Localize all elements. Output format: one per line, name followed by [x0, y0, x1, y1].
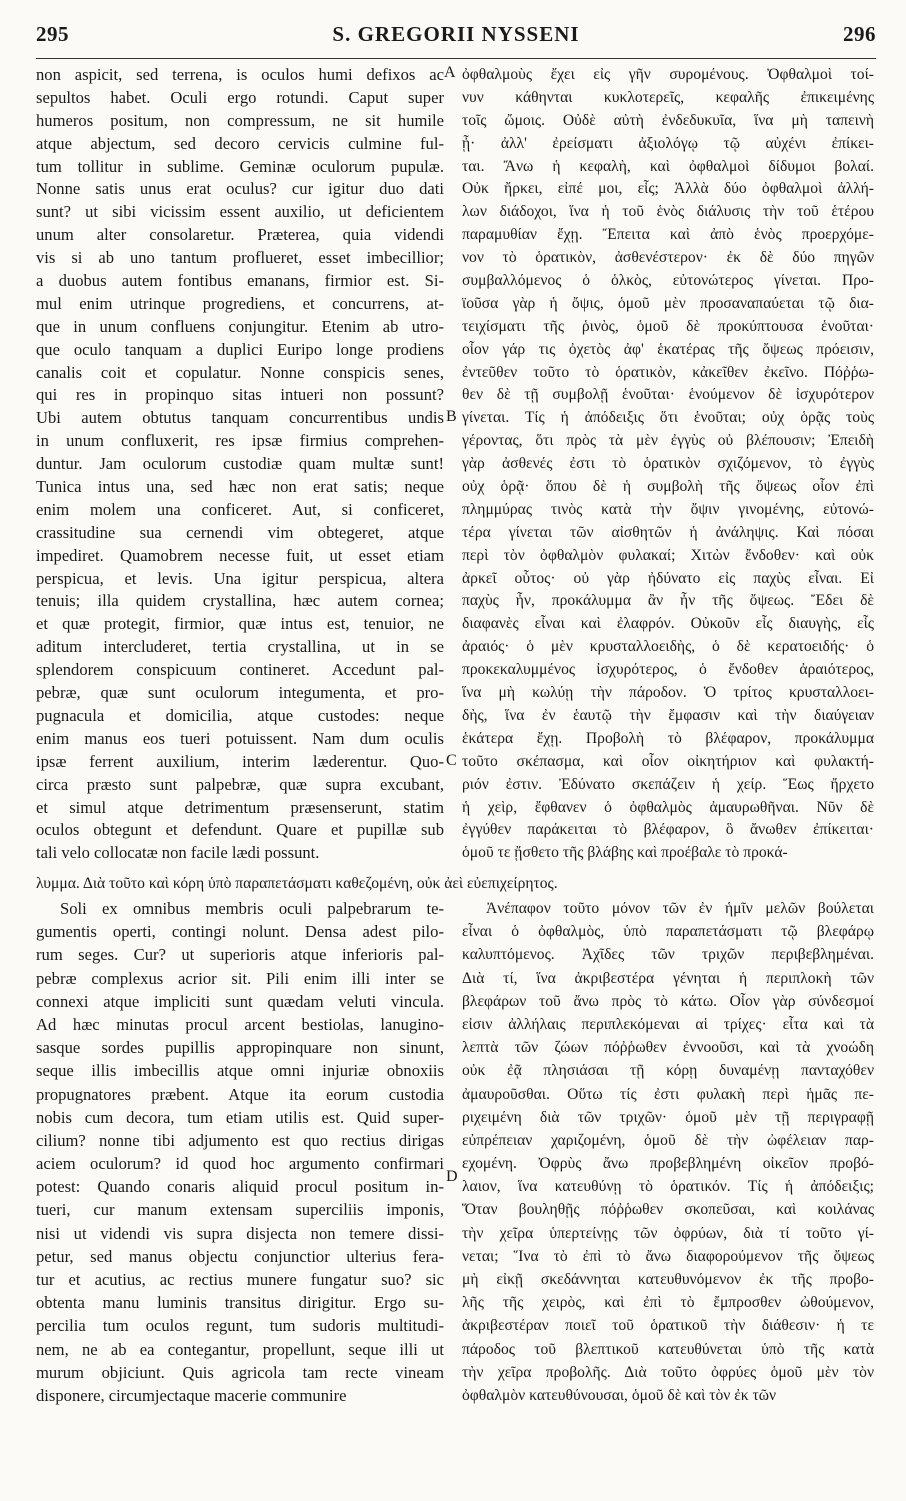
text-line: παραμυθίαν ἔχῃ. Ἔπειτα καὶ ἀπὸ ἑνὸς προερχόμε-: [462, 226, 874, 244]
margin-marker-c: C: [446, 752, 457, 769]
text-line: τὴν χεῖρα ὑπερτείνῃς τῶν ὀφρύων, διὰ τί τοῦτο γί-: [462, 1224, 874, 1242]
text-line: que in unum confluens conjungitur. Etenim ab utro-: [36, 316, 444, 336]
text-line: in unum confluxerit, res ipsæ firmius comprehen-: [36, 431, 444, 451]
text-line: connexi atque impliciti sunt quædam veluti vincula.: [36, 991, 444, 1011]
text-line: εἰσιν ἀλλήλαις περιπλεκόμεναι αἱ τρίχες· εἶτα καὶ τὰ: [462, 1015, 874, 1033]
text-line: Tunica intus una, sed hæc non erat satis; neque: [36, 477, 444, 497]
text-line: tenuis; illa quidem crystallina, hæc autem cornea;: [36, 591, 444, 611]
text-line: συμβαλλόμενος ὁ ὁλκὸς, εὐτονώτερος γίνεται. Προ-: [462, 272, 874, 290]
text-line: potest: Quando conaris aliquid procul positum in-: [36, 1177, 444, 1197]
text-line: circa præsto sunt palpebræ, quæ supra excubant,: [36, 774, 444, 794]
text-line: sepultos habet. Oculi ergo rotundi. Caput super: [36, 87, 444, 107]
text-line: Ὅταν βουληθῇς πόῤῥωθεν σκοπεῦσαι, καὶ κοιλάνας: [462, 1201, 874, 1219]
text-line: unum alter consolaretur. Præterea, quia videndi: [36, 225, 444, 245]
text-line: gumentis operti, contingi nolunt. Densa adest pilo-: [36, 922, 444, 942]
text-line: διαφανὲς εἶναι καὶ ἐλαφρόν. Οὐκοῦν εἷς διαυγὴς, εἷς: [462, 615, 874, 633]
text-line: disponere, circumjectaque macerie communire: [36, 1385, 347, 1405]
greek-column-top: [462, 64, 874, 865]
text-line: ται. Ἄνω ἡ κεφαλὴ, καὶ ὀφθαλμοὶ δίδυμοι βολαί.: [462, 157, 874, 175]
text-line: qui res in propinquo sitas intueri non possunt?: [36, 385, 444, 405]
text-line: splendorem conspicuum contineret. Accedunt pal-: [36, 660, 444, 680]
text-line: λῆς τῆς χειρὸς, καὶ ἐπὶ τὸ ἔμπροσθεν ὠθούμενον,: [462, 1294, 874, 1312]
text-line: οὐχ ὁρᾷ· ὅπου δὲ ἡ συμβολὴ τῆς ὄψεως οἷον ἐπὶ: [462, 478, 874, 496]
margin-marker-d: D: [446, 1168, 458, 1185]
text-line: εχομένη. Ὀφρὺς ἄνω προβεβλημένη οἰκεῖον προβό-: [462, 1155, 874, 1173]
text-line: λαιον, ἵνα κατευθύνῃ τὸ ὁρατικόν. Τίς ἡ ἀπόδειξις;: [462, 1178, 874, 1196]
text-line: τὴν χεῖρα προβολῆς. Διὰ τοῦτο ὀφρύες ὁμοῦ μὲν τὸν: [462, 1363, 874, 1381]
margin-marker-a: A: [444, 64, 456, 81]
text-line: παχὺς ἦν, προκάλυμμα ἂν ἦν τῆς ὄψεως. Ἔδει δὲ: [462, 592, 874, 610]
text-line: duntur. Jam oculorum custodiæ quam multæ sunt!: [36, 454, 444, 474]
text-line: νυν κάθηνται κυκλοτερεῖς, κεφαλῆς ἐπικειμένης: [462, 88, 874, 106]
text-line: perspicua, et levis. Una igitur perspicua, altera: [36, 568, 444, 588]
text-line: Soli ex omnibus membris oculi palpebrarum te-: [60, 899, 444, 918]
text-line: Nonne satis unus erat oculus? cur igitur duo dati: [36, 179, 444, 199]
text-line: Ubi autem obtutus tanquam concurrentibus undis: [36, 408, 444, 428]
text-line: τοῖς ὤμοις. Οὐδὲ αὐτὴ ἐνδεδυκυῖα, ἵνα μὴ ταπεινὴ: [462, 111, 874, 129]
text-line: λων διάδοχοι, ἵνα ἡ τοῦ ἑνὸς διάλυσις τὴν τοῦ ἑτέρου: [462, 203, 874, 221]
text-line: ipsæ ferrent auxilium, interim læderentur. Quo-: [36, 751, 444, 771]
text-line: mul enim utrinque progrediens, et concurrens, at-: [36, 293, 444, 313]
text-line: νον τὸ ὁρατικὸν, ἀσθενέστερον· ἐκ δὲ δύο πηγῶν: [462, 249, 874, 267]
text-line: τοῦτο σκέπασμα, καὶ οἷον οἰκητήριον καὶ φυλακτή-: [462, 752, 874, 770]
text-line: et quæ protegit, firmior, quæ intus est, tenuior, ne: [36, 614, 444, 634]
text-line: περὶ τὸν ὀφθαλμὸν φυλακαί; Χιτὼν ἔνδοθεν· καὶ οὐκ: [462, 546, 874, 564]
text-line: canalis coit et copulatur. Nonne conspicis senes,: [36, 362, 444, 382]
header-rule: [36, 58, 876, 59]
text-line: θεν δὲ τῇ συμβολῇ ἑνοῦται· ἑνούμενον δὲ ἰσχυρότερον: [462, 386, 874, 404]
text-line: ἀραιός· ὁ μὲν κρυσταλλοειδὴς, ὁ δὲ κερατοειδής· ὁ: [462, 638, 874, 656]
text-line: ἡ χεὶρ, ἔφθανεν ὁ ὀφθαλμὸς ἀμαυρωθῆναι. Νῦν δὲ: [462, 798, 874, 816]
latin-column-top: [36, 64, 444, 865]
text-line: ἀμαυροῦσθαι. Οὕτω τίς ἐστι φυλακὴ περὶ ἡμᾶς πε-: [462, 1085, 874, 1103]
text-line: ἑκάτερα ἔχῃ. Προβολὴ τὸ βλέφαρον, προκάλυμμα: [462, 729, 874, 747]
text-line: vis si ab uno tantum proflueret, esset imbecillior;: [36, 248, 444, 268]
text-line: μὴ εἰκῇ σκεδάννηται κατευθυνόμενον ἐκ τῆς προβο-: [462, 1271, 874, 1288]
text-line: οἷον γάρ τις ὀχετὸς ἀφ' ἑκατέρας τῆς ὄψεως πρόεισιν,: [462, 340, 874, 358]
text-line: cilium? nonne tibi adjumento est quo rectius dirigas: [36, 1130, 444, 1150]
text-line: enim manus eos tueri potuissent. Nam dum oculis: [36, 728, 444, 748]
text-line: ᾖ· ἀλλ' ἐρείσματι ἀξιολόγῳ τῷ αὐχένι ἐπίκει-: [462, 134, 874, 152]
text-line: ἀρκεῖ οὗτος· οὐ γὰρ ἠδύνατο εἰς παχὺς εἶναι. Εἰ: [462, 569, 874, 587]
text-line: rum seges. Cur? ut superioris atque inferioris pal-: [36, 945, 444, 965]
text-line: τειχίσματι τῆς ῥινὸς, ὁμοῦ δὲ προκύπτουσα ἑνοῦται·: [462, 317, 874, 335]
text-line: crassitudine sua cernendi vim obtegeret, atque: [36, 522, 444, 542]
text-line: ριόν ἐστιν. Ἐδύνατο σκεπάζειν ἡ χείρ. Ἕως ἤρχετο: [462, 775, 874, 793]
text-line: πάροδος τοῦ βλεπτικοῦ κατευθύνεται ὑπὸ τῆς κατὰ: [462, 1340, 874, 1358]
running-title: S. GREGORII NYSSENI: [332, 22, 580, 46]
text-line: ριχειμένη διὰ τῶν τριχῶν· ὁμοῦ μὲν τῇ περιγραφῇ: [462, 1108, 874, 1126]
text-line: γέροντας, ὅτι πρὸς τὰ μὲν ἐγγὺς οὐ βλέπουσιν; Ἐπειδὴ: [462, 432, 874, 450]
text-line: ὁμοῦ τε ᾔσθετο τῆς βλάβης καὶ προέβαλε τὸ προκά-: [462, 844, 788, 862]
greek-column-bottom: [462, 897, 874, 1407]
left-page-number: 295: [36, 22, 69, 46]
text-line: pebræ, quæ sunt oculorum integumenta, et pro-: [36, 683, 444, 703]
text-line: nobis cum decora, tum etiam utilis est. Quid super-: [36, 1107, 444, 1127]
text-line: humeros positum, non compressum, ne sit humile: [36, 110, 444, 130]
text-line: ἐντεῦθεν τοῦτο τὸ ὁρατικὸν, κἀκεῖθεν ἐκεῖνο. Πόῤῥω-: [462, 363, 874, 381]
text-line: enim molem una conficeret. Aut, si conficeret,: [36, 499, 444, 519]
text-line: a duobus autem fontibus emanans, firmior est. Si-: [36, 271, 444, 291]
text-line: νεται; Ἵνα τὸ ἐπὶ τὸ ἄνω διαφορούμενον τῆς ὄψεως: [462, 1247, 874, 1265]
text-line: impediret. Quamobrem necesse fuit, ut esset etiam: [36, 545, 444, 565]
page-header: [36, 22, 876, 52]
text-line: seque illis imbecillis atque omni injuriæ obnoxiis: [36, 1061, 444, 1081]
right-page-number: 296: [843, 22, 876, 46]
text-line: Οὐκ ἤρκει, εἰπέ μοι, εἷς; Ἀλλὰ δύο ὀφθαλμοὶ ἀλλή-: [462, 180, 874, 198]
text-line: et simul atque detrimentum præsenserunt, statim: [36, 797, 444, 817]
text-line: δὴς, ἵνα ἐν ἑαυτῷ τὴν ἔμφασιν καὶ τὴν διαύγειαν: [462, 706, 874, 724]
text-line: λεπτὰ τῶν ζώων πόῤῥωθεν ἐννοοῦσι, καὶ τὰ χνοώδη: [462, 1039, 874, 1057]
text-line: γίνεται. Τίς ἡ ἀπόδειξις ὅτι ἑνοῦται; οὐχ ὁρᾷς τοὺς: [462, 409, 874, 427]
text-line: βλεφάρων τοῦ ἄνω πρὸς τὸ κάτω. Οἷον γὰρ σύνδεσμοί: [462, 992, 874, 1010]
text-line: tueri, cur manum extensam superciliis imponis,: [36, 1200, 444, 1220]
text-line: εὐπρέπειαν χαριζομένη, ὁμοῦ δὲ τὴν ὠφέλειαν παρ-: [462, 1131, 874, 1149]
latin-column-bottom: [36, 897, 444, 1407]
text-line: non aspicit, sed terrena, is oculos humi defixos ac: [36, 65, 444, 84]
text-line: murum objiciunt. Quis agricola tam recte vineam: [36, 1362, 444, 1382]
text-line: Ἀνέπαφον τοῦτο μόνον τῶν ἐν ἡμῖν μελῶν βούλεται: [486, 900, 874, 917]
margin-marker-b: B: [446, 408, 457, 425]
text-line: pugnacula et domicilia, atque custodes: neque: [36, 705, 444, 725]
text-line: ἵνα μὴ κωλύῃ τὴν πάροδον. Ὁ τρίτος κρυσταλλοει-: [462, 684, 874, 702]
text-line: aciem oculorum? id quod hoc argumento confirmari: [36, 1154, 444, 1174]
text-line: Ad hæc minutas procul arcent bestiolas, lanugino-: [36, 1014, 444, 1034]
text-line: tali velo collocatæ non facile lædi possunt.: [36, 843, 320, 863]
text-line: tur et acutius, ac rectius munere fungatur suo? sic: [36, 1270, 444, 1289]
text-line: ἀκριβεστέραν ποιεῖ τοῦ ὁρατικοῦ τὴν διάθεσιν· ἡ τε: [462, 1317, 874, 1335]
text-line: εἶναι ὁ ὀφθαλμὸς, ὑπὸ παραπετάσματι τῷ βλεφάρῳ: [462, 923, 874, 941]
text-line: γὰρ ἀσθενές ἐστι τὸ ὁρατικὸν σχιζόμενον, τὸ ἐγγὺς: [462, 455, 874, 473]
text-line: nisi ut videndi vis supra disjecta non temere dissi-: [36, 1223, 444, 1243]
text-line: Διὰ τί, ἵνα ἀκριβεστέρα γένηται ἡ περιπλοκὴ τῶν: [462, 969, 874, 987]
text-line: pebræ complexus acrior sit. Pili enim illi inter se: [36, 968, 444, 988]
text-line: sasque sordes pupillis appropinquare non sinunt,: [36, 1038, 444, 1058]
text-line: percilia tum oculos regunt, tum sudoris multitudi-: [36, 1316, 444, 1336]
text-line: que oculo tanquam a duplici Euripo longe prodiens: [36, 339, 444, 359]
text-line: nem, ne ab ea contegantur, propellunt, seque illi ut: [36, 1339, 444, 1359]
text-line: atque abjectum, sed decoro cervicis culmine ful-: [36, 133, 444, 153]
text-line: ὀφθαλμὸν κατευθύνουσαι, ὁμοῦ δὲ καὶ τὸν ἐκ τῶν: [462, 1386, 777, 1404]
text-line: sunt? ut sibi vicissim essent auxilio, ut deficientem: [36, 202, 444, 222]
text-line: ὀφθαλμοὺς ἔχει εἰς γῆν συρομένους. Ὀφθαλμοὶ τοί-: [462, 66, 874, 83]
text-line: oculos obtegunt et defendunt. Quare et pupillæ sub: [36, 820, 444, 840]
spanning-greek-line: λυμμα. Διὰ τοῦτο καὶ κόρη ὑπὸ παραπετάσματι καθεζομένη, οὐκ ἀεὶ εὐεπιχείρητος.: [36, 875, 558, 892]
text-line: προκεκαλυμμένος ἰσχυρότερος, ὁ ἔνδοθεν ἀραιότερος,: [462, 661, 874, 679]
text-line: καλυπτόμενος. Ἀχῖδες τῶν τριχῶν περιβεβλημέναι.: [462, 946, 874, 964]
text-line: aditum intercluderet, tertia crystallina, ut in se: [36, 637, 444, 657]
text-line: ϊοῦσα γὰρ ἡ ὄψις, ὁμοῦ μὲν προσαναπαύεται τῷ δια-: [462, 294, 874, 312]
text-line: propugnatores præbent. Atque ita eorum custodia: [36, 1084, 444, 1104]
text-line: tum tollitur in sublime. Geminæ oculorum pupulæ.: [36, 156, 444, 176]
text-line: petur, sed manus objectu conjunctior ulterius fera-: [36, 1246, 444, 1266]
text-line: obtenta manu luminis transitus dirigitur. Ergo su-: [36, 1293, 444, 1313]
text-line: πλημμύρας τινὸς κατὰ τὴν ὄψιν γινομένης, εὐτονώ-: [462, 500, 874, 518]
text-line: τέρα γίνεται τῶν αἰσθητῶν ἡ ἀνάληψις. Καὶ πόσαι: [462, 523, 874, 541]
text-line: οὐκ ἐᾷ πλησιάσαι τῇ κόρῃ δυναμένῃ πανταχόθεν: [462, 1062, 874, 1080]
text-line: ἐγγύθεν παράκειται τὸ βλέφαρον, ὃ ἄνωθεν ἐπίκειται·: [462, 821, 874, 839]
